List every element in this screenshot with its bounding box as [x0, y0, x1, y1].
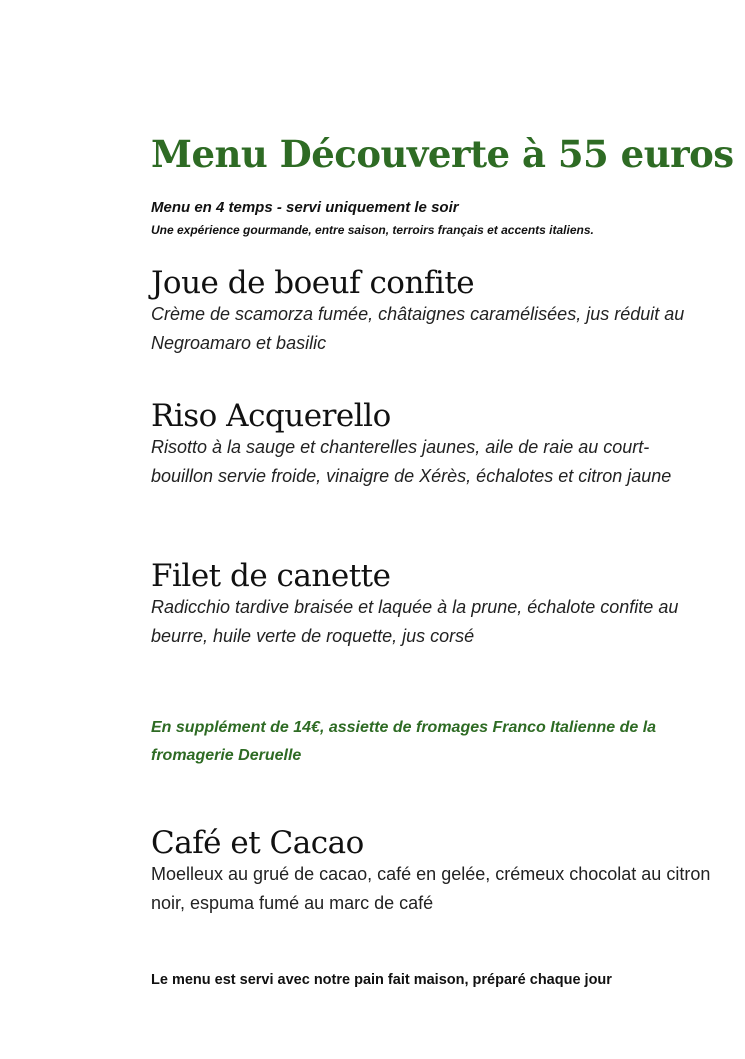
dish-item [151, 266, 736, 358]
bread-footer-note: Le menu est servi avec notre pain fait maison, préparé chaque jour [151, 972, 612, 988]
cheese-supplement-note: En supplément de 14€, assiette de fromages Franco Italienne de la fromagerie Deruelle [151, 719, 657, 764]
dish-name: Filet de canette [151, 558, 391, 594]
dish-item [151, 826, 736, 918]
dish-name: Joue de boeuf confite [151, 265, 475, 301]
dish-item [151, 559, 736, 651]
menu-tagline: Une expérience gourmande, entre saison, terroirs français et accents italiens. [151, 223, 594, 237]
dish-description: Crème de scamorza fumée, châtaignes caramélisées, jus réduit au Negroamaro et basilic [151, 304, 685, 353]
dish-description: Risotto à la sauge et chanterelles jaunes, aile de raie au court-bouillon servie froide, vinaigre de Xérès, échalotes et citron jaune [151, 437, 672, 486]
dish-name: Café et Cacao [151, 825, 364, 861]
dish-description: Radicchio tardive braisée et laquée à la prune, échalote confite au beurre, huile verte de roquette, jus corsé [151, 597, 679, 646]
menu-title: Menu Découverte à 55 euros [151, 132, 734, 176]
dish-item [151, 399, 736, 491]
menu-subtitle: Menu en 4 temps - servi uniquement le soir [151, 199, 459, 216]
dish-description: Moelleux au grué de cacao, café en gelée, crémeux chocolat au citron noir, espuma fumé au marc de café [151, 864, 711, 913]
dish-name: Riso Acquerello [151, 398, 391, 434]
